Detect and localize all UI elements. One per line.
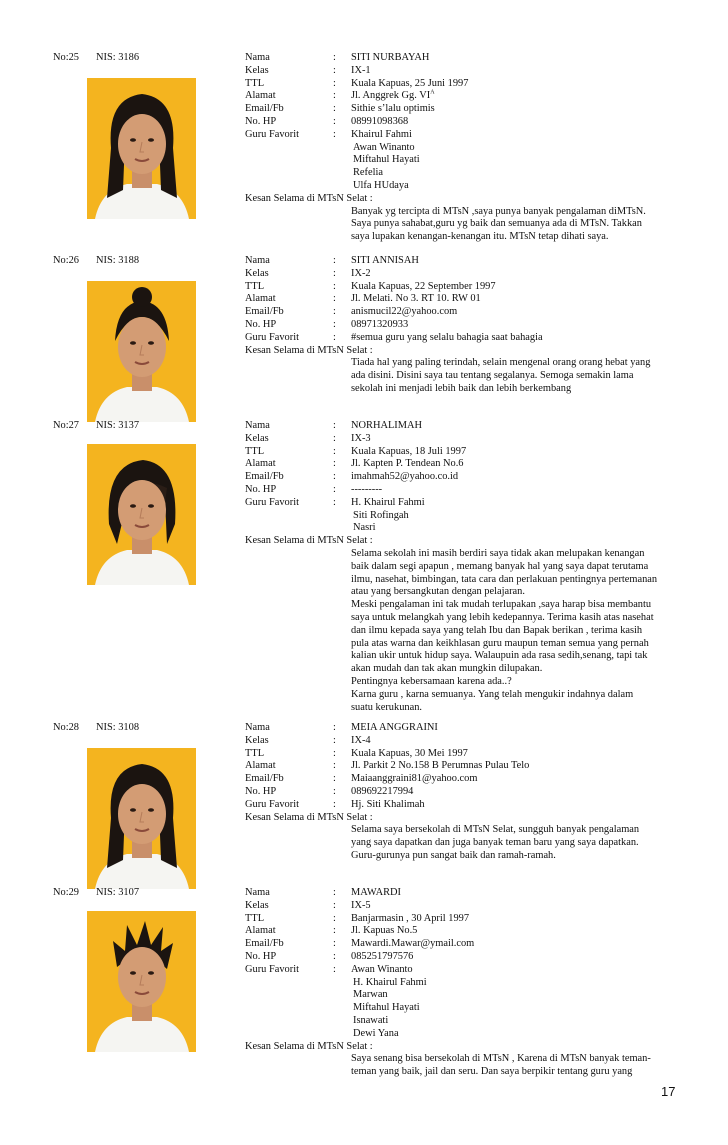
- favorite-teacher-item: Dewi Yana: [353, 1027, 399, 1039]
- class-value: IX-5: [351, 899, 371, 911]
- favorite-teacher-value: Awan Winanto: [351, 963, 413, 975]
- name-row: [245, 420, 695, 433]
- colon: :: [333, 458, 336, 470]
- impression-text-line: Meski pengalaman ini tak mudah terlupakan ,saya harap bisa membantu: [351, 599, 652, 611]
- name-row: [245, 255, 695, 268]
- birth-label: TTL: [245, 280, 265, 292]
- colon: :: [333, 293, 336, 305]
- birth-row: [245, 446, 695, 459]
- impression-text-line: Banyak yg tercipta di MTsN ,saya punya banyak pengalaman diMTsN.: [351, 205, 646, 217]
- favorite-teacher-value: Hj. Siti Khalimah: [351, 798, 425, 810]
- student-photo: [87, 281, 196, 422]
- colon: :: [333, 950, 336, 962]
- favorite-teacher-label: Guru Favorit: [245, 963, 299, 975]
- address-label: Alamat: [245, 458, 276, 470]
- email-label: Email/Fb: [245, 938, 284, 950]
- favorite-teacher-row: [245, 129, 695, 142]
- colon: :: [333, 90, 336, 102]
- colon: :: [333, 785, 336, 797]
- birth-label: TTL: [245, 747, 265, 759]
- class-value: IX-2: [351, 267, 371, 279]
- phone-row: [245, 116, 695, 129]
- impression-text-line: yang saya dapatkan dan juga banyak teman baru yang saya dapatkan.: [351, 837, 639, 849]
- student-details: [245, 52, 695, 244]
- email-value: Maiaanggraini81@yahoo.com: [351, 773, 478, 785]
- portrait-photo-illustration: [87, 911, 196, 1052]
- colon: :: [333, 128, 336, 140]
- student-nis: NIS: 3188: [96, 255, 140, 266]
- colon: :: [333, 280, 336, 292]
- colon: :: [333, 887, 336, 898]
- name-value: NORHALIMAH: [351, 420, 422, 431]
- phone-label: No. HP: [245, 115, 277, 127]
- favorite-teacher-item: H. Khairul Fahmi: [353, 976, 427, 988]
- email-row: [245, 306, 695, 319]
- phone-value: 085251797576: [351, 950, 414, 962]
- favorite-teacher-label: Guru Favorit: [245, 496, 299, 508]
- student-details: [245, 722, 695, 863]
- colon: :: [333, 773, 336, 785]
- class-label: Kelas: [245, 432, 269, 444]
- colon: :: [333, 432, 336, 444]
- impression-label: Kesan Selama di MTsN Selat :: [245, 535, 373, 547]
- impression-text-line: dan ilmu kepada saya yang telah Ibu dan Bapak berikan , terima kasih: [351, 624, 643, 636]
- phone-row: [245, 786, 695, 799]
- favorite-teacher-item: Miftahul Hayati: [353, 1002, 420, 1014]
- phone-label: No. HP: [245, 785, 277, 797]
- email-row: [245, 471, 695, 484]
- address-row: [245, 760, 695, 773]
- impression-text-line: Selama saya bersekolah di MTsN Selat, sungguh banyak pengalaman: [351, 824, 640, 836]
- birth-label: TTL: [245, 445, 265, 457]
- impression-text-line: Selama sekolah ini masih berdiri saya tidak akan melupakan kenangan: [351, 547, 645, 559]
- impression-text-line: Tiada hal yang paling terindah, selain mengenal orang orang hebat yang: [351, 357, 651, 369]
- favorite-teacher-item: Nasri: [353, 522, 376, 534]
- phone-value: 089692217994: [351, 785, 414, 797]
- birth-label: TTL: [245, 912, 265, 924]
- impression-text-line: Karna guru , karna semuanya. Yang telah mengukir indahnya dalam: [351, 688, 634, 700]
- favorite-teacher-item: Siti Rofingah: [353, 509, 409, 521]
- name-value: SITI ANNISAH: [351, 255, 419, 266]
- favorite-teacher-item: Refelia: [353, 167, 383, 179]
- impression-text-line: Saya punya sahabat,guru yg baik dan semuanya ada di MTsN. Takkan: [351, 218, 642, 230]
- student-nis: NIS: 3108: [96, 722, 140, 733]
- impression-text-line: suatu kerukunan.: [351, 701, 422, 713]
- phone-row: [245, 319, 695, 332]
- phone-value: 08971320933: [351, 318, 409, 330]
- phone-label: No. HP: [245, 483, 277, 495]
- name-value: MEIA ANGGRAINI: [351, 722, 438, 733]
- address-superscript: A: [430, 89, 435, 96]
- favorite-teacher-item: Miftahul Hayati: [353, 154, 420, 166]
- colon: :: [333, 734, 336, 746]
- name-label: Nama: [245, 255, 270, 266]
- favorite-teacher-row: [245, 332, 695, 345]
- address-row: [245, 458, 695, 471]
- birth-row: [245, 913, 695, 926]
- email-label: Email/Fb: [245, 103, 284, 115]
- colon: :: [333, 64, 336, 76]
- impression-text-line: ilmu, nasehat, bimbingan, tata cara dan perlakuan pentingnya pertemanan: [351, 573, 658, 585]
- impression-text-line: akan mudah dan tak akan mungkin dilupakan.: [351, 663, 543, 675]
- colon: :: [333, 420, 336, 431]
- colon: :: [333, 963, 336, 975]
- portrait-photo-illustration: [87, 281, 196, 422]
- class-value: IX-3: [351, 432, 371, 444]
- name-label: Nama: [245, 722, 270, 733]
- favorite-teacher-label: Guru Favorit: [245, 331, 299, 343]
- student-photo: [87, 911, 196, 1052]
- colon: :: [333, 52, 336, 63]
- impression-label: Kesan Selama di MTsN Selat :: [245, 192, 373, 204]
- favorite-teacher-item: Ulfa HUdaya: [353, 179, 409, 191]
- class-row: [245, 900, 695, 913]
- colon: :: [333, 496, 336, 508]
- address-label: Alamat: [245, 760, 276, 772]
- impression-text-line: ada disini. Disini saya tau tentang segalanya. Semoga semakin lama: [351, 370, 634, 382]
- impression-text-line: Guru-gurunya pun sangat baik dan ramah-ramah.: [351, 849, 556, 861]
- page-number: 17: [661, 1084, 676, 1099]
- colon: :: [333, 267, 336, 279]
- email-label: Email/Fb: [245, 306, 284, 318]
- email-value: Sithie s’lalu optimis: [351, 103, 435, 115]
- favorite-teacher-value: H. Khairul Fahmi: [351, 496, 425, 508]
- birth-value: Kuala Kapuas, 30 Mei 1997: [351, 747, 468, 759]
- colon: :: [333, 77, 336, 89]
- class-value: IX-1: [351, 64, 371, 76]
- phone-value: 08991098368: [351, 115, 409, 127]
- colon: :: [333, 318, 336, 330]
- email-row: [245, 938, 695, 951]
- portrait-photo-illustration: [87, 748, 196, 889]
- student-details: [245, 887, 695, 1079]
- colon: :: [333, 722, 336, 733]
- name-label: Nama: [245, 52, 270, 63]
- colon: :: [333, 255, 336, 266]
- colon: :: [333, 331, 336, 343]
- student-nis: NIS: 3137: [96, 420, 140, 431]
- name-row: [245, 722, 695, 735]
- birth-row: [245, 281, 695, 294]
- impression-text-line: atau yang bersangkutan dengan pelajaran.: [351, 586, 525, 598]
- address-row: [245, 90, 695, 103]
- student-photo: [87, 444, 196, 585]
- phone-label: No. HP: [245, 950, 277, 962]
- impression-text-line: kalian ukir untuk hidup saya. Walaupuin ada rasa sedih,senang, tapi tak: [351, 650, 648, 662]
- address-label: Alamat: [245, 90, 276, 102]
- phone-value: ---------: [351, 483, 383, 495]
- phone-row: [245, 951, 695, 964]
- name-value: SITI NURBAYAH: [351, 52, 430, 63]
- colon: :: [333, 103, 336, 115]
- birth-row: [245, 78, 695, 91]
- address-value: Jl. Melati. No 3. RT 10. RW 01: [351, 293, 481, 305]
- birth-value: Kuala Kapuas, 22 September 1997: [351, 280, 496, 292]
- favorite-teacher-item: Awan Winanto: [353, 141, 415, 153]
- portrait-photo-illustration: [87, 444, 196, 585]
- student-nis: NIS: 3107: [96, 887, 140, 898]
- name-row: [245, 887, 695, 900]
- colon: :: [333, 445, 336, 457]
- birth-value: Kuala Kapuas, 25 Juni 1997: [351, 77, 469, 89]
- name-row: [245, 52, 695, 65]
- email-value: Mawardi.Mawar@ymail.com: [351, 938, 475, 950]
- impression-text-line: baik dalam segi apapun , memang banyak hal yang saya dapat terutama: [351, 560, 649, 572]
- colon: :: [333, 925, 336, 937]
- student-nis: NIS: 3186: [96, 52, 140, 63]
- email-label: Email/Fb: [245, 471, 284, 483]
- entry-number: No:28: [53, 722, 79, 733]
- student-details: [245, 420, 695, 714]
- class-value: IX-4: [351, 734, 371, 746]
- class-row: [245, 65, 695, 78]
- address-label: Alamat: [245, 925, 276, 937]
- impression-label: Kesan Selama di MTsN Selat :: [245, 811, 373, 823]
- phone-row: [245, 484, 695, 497]
- favorite-teacher-row: [245, 799, 695, 812]
- address-value: Jl. Parkit 2 No.158 B Perumnas Pulau Telo: [351, 760, 530, 772]
- favorite-teacher-value: #semua guru yang selalu bahagia saat bahagia: [351, 331, 543, 343]
- colon: :: [333, 798, 336, 810]
- impression-text-line: teman yang baik, jail dan seru. Dan saya berpikir tentang guru yang: [351, 1066, 633, 1078]
- colon: :: [333, 747, 336, 759]
- impression-text-line: sekolah ini menjadi lebih baik dan lebih berkembang: [351, 382, 572, 394]
- student-details: [245, 255, 695, 396]
- colon: :: [333, 912, 336, 924]
- favorite-teacher-label: Guru Favorit: [245, 798, 299, 810]
- birth-label: TTL: [245, 77, 265, 89]
- colon: :: [333, 938, 336, 950]
- colon: :: [333, 115, 336, 127]
- email-value: anismucil22@yahoo.com: [351, 306, 458, 318]
- entry-number: No:25: [53, 52, 79, 63]
- email-row: [245, 103, 695, 116]
- favorite-teacher-item: Marwan: [353, 989, 388, 1001]
- class-label: Kelas: [245, 899, 269, 911]
- name-value: MAWARDI: [351, 887, 401, 898]
- colon: :: [333, 760, 336, 772]
- colon: :: [333, 899, 336, 911]
- address-row: [245, 293, 695, 306]
- impression-text-line: saya lupakan kenangan-kenangan itu. MTsN tetap dihati saya.: [351, 231, 609, 243]
- email-value: imahmah52@yahoo.co.id: [351, 471, 459, 483]
- portrait-photo-illustration: [87, 78, 196, 219]
- colon: :: [333, 306, 336, 318]
- address-value: Jl. Anggrek Gg. $VI^A$: [351, 89, 435, 102]
- colon: :: [333, 471, 336, 483]
- class-row: [245, 433, 695, 446]
- favorite-teacher-value: Khairul Fahmi: [351, 128, 412, 140]
- favorite-teacher-row: [245, 497, 695, 510]
- address-value: Jl. Kapuas No.5: [351, 925, 418, 937]
- student-photo: [87, 78, 196, 219]
- birth-value: Banjarmasin , 30 April 1997: [351, 912, 470, 924]
- class-row: [245, 735, 695, 748]
- birth-value: Kuala Kapuas, 18 Juli 1997: [351, 445, 467, 457]
- favorite-teacher-item: Isnawati: [353, 1014, 389, 1026]
- email-label: Email/Fb: [245, 773, 284, 785]
- phone-label: No. HP: [245, 318, 277, 330]
- entry-number: No:29: [53, 887, 79, 898]
- birth-row: [245, 748, 695, 761]
- name-label: Nama: [245, 887, 270, 898]
- address-value: Jl. Kapten P. Tendean No.6: [351, 458, 464, 470]
- class-label: Kelas: [245, 267, 269, 279]
- email-row: [245, 773, 695, 786]
- class-row: [245, 268, 695, 281]
- impression-label: Kesan Selama di MTsN Selat :: [245, 1040, 373, 1052]
- impression-text-line: pula atas warna dan keikhlasan guru maupun teman semua yang pernah: [351, 637, 649, 649]
- favorite-teacher-row: [245, 964, 695, 977]
- entry-number: No:27: [53, 420, 79, 431]
- class-label: Kelas: [245, 734, 269, 746]
- impression-label: Kesan Selama di MTsN Selat :: [245, 344, 373, 356]
- impression-text-line: saya untuk melangkah yang lebih kedepannya. Terima kasih atas nasehat: [351, 611, 654, 623]
- colon: :: [333, 483, 336, 495]
- favorite-teacher-label: Guru Favorit: [245, 128, 299, 140]
- address-label: Alamat: [245, 293, 276, 305]
- name-label: Nama: [245, 420, 270, 431]
- entry-number: No:26: [53, 255, 79, 266]
- impression-text-line: Saya senang bisa bersekolah di MTsN , Karena di MTsN banyak teman-: [351, 1053, 651, 1065]
- address-row: [245, 925, 695, 938]
- impression-text-line: Pentingnya kebersamaan karena ada..?: [351, 675, 512, 687]
- class-label: Kelas: [245, 64, 269, 76]
- student-photo: [87, 748, 196, 889]
